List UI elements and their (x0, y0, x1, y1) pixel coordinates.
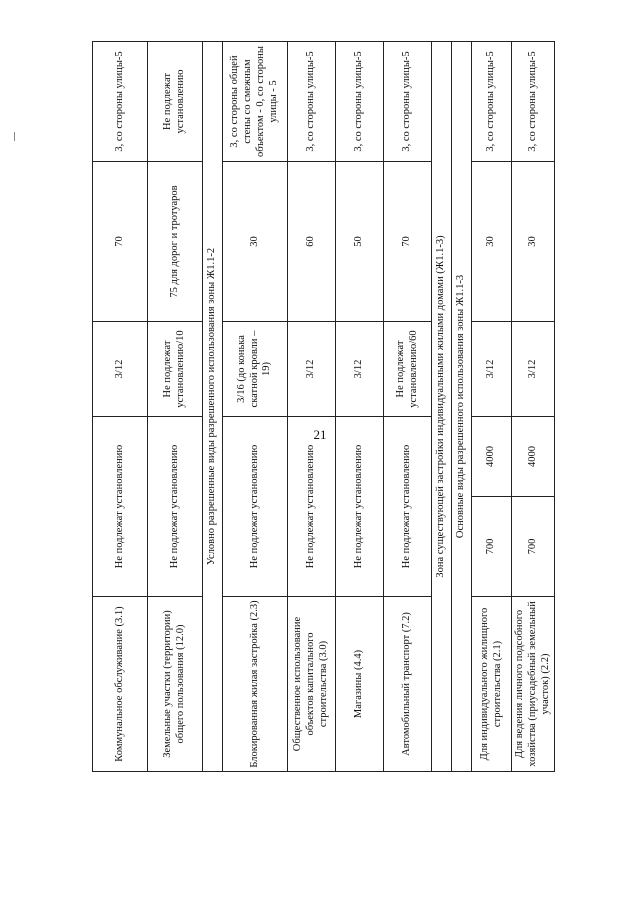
coverage-cell: 30 (472, 162, 512, 322)
section-heading: Условно разрешенные виды разрешенного использования зоны Ж1.1-2 (203, 42, 223, 772)
coverage-cell: 30 (512, 162, 555, 322)
table-body (93, 42, 555, 772)
coverage-cell: 70 (384, 162, 432, 322)
table-row (288, 42, 336, 772)
use-name-cell: Земельные участки (территории) общего пользования (12.0) (148, 597, 203, 772)
use-name-cell: Для индивидуального жилищного строительства (2.1) (472, 597, 512, 772)
min-area-cell: Не подлежат установлению (223, 417, 288, 597)
scan-artifact (14, 132, 15, 141)
setback-cell: 3, со стороны улицы-5 (472, 42, 512, 162)
section-row (203, 42, 223, 772)
table-row (512, 42, 555, 772)
floors-height-cell: 3/12 (288, 322, 336, 417)
coverage-cell: 75 для дорог и тротуаров (148, 162, 203, 322)
min-area-cell: Не подлежат установлению (336, 417, 384, 597)
table-row (93, 42, 148, 772)
coverage-cell: 30 (223, 162, 288, 322)
use-name-cell: Автомобильный транспорт (7.2) (384, 597, 432, 772)
table-row (472, 42, 512, 772)
max-area-cell: 4000 (472, 417, 512, 497)
setback-cell: 3, со стороны улицы-5 (288, 42, 336, 162)
use-name-cell: Магазины (4.4) (336, 597, 384, 772)
setback-cell: 3, со стороны общей стены со смежным объектом - 0, со стороны улицы - 5 (223, 42, 288, 162)
min-area-cell: 700 (472, 497, 512, 597)
setback-cell: 3, со стороны улицы-5 (93, 42, 148, 162)
coverage-cell: 60 (288, 162, 336, 322)
section-row (452, 42, 472, 772)
table-row (336, 42, 384, 772)
use-name-cell: Общественное использование объектов капитального строительства (3.0) (288, 597, 336, 772)
floors-height-cell: 3/12 (336, 322, 384, 417)
section-row (432, 42, 452, 772)
setback-cell: 3, со стороны улицы-5 (384, 42, 432, 162)
floors-height-cell: 3/12 (93, 322, 148, 417)
max-area-cell: 4000 (512, 417, 555, 497)
table-row (384, 42, 432, 772)
coverage-cell: 70 (93, 162, 148, 322)
min-area-cell: Не подлежат установлению (148, 417, 203, 597)
min-area-cell: 700 (512, 497, 555, 597)
min-area-cell: Не подлежат установлению (93, 417, 148, 597)
table-row (148, 42, 203, 772)
setback-cell: 3, со стороны улицы-5 (336, 42, 384, 162)
section-heading: Основные виды разрешенного использования зоны Ж1.1-3 (452, 42, 472, 772)
floors-height-cell: Не подлежат установлению/60 (384, 322, 432, 417)
use-name-cell: Коммунальное обслуживание (3.1) (93, 597, 148, 772)
min-area-cell: Не подлежат установлению (384, 417, 432, 597)
coverage-cell: 50 (336, 162, 384, 322)
section-heading: Зона существующей застройки индивидуальными жилыми домами (Ж1.1-3) (432, 42, 452, 772)
floors-height-cell: Не подлежат установлению/10 (148, 322, 203, 417)
setback-cell: Не подлежат установлению (148, 42, 203, 162)
floors-height-cell: 3/12 (472, 322, 512, 417)
table-row (223, 42, 288, 772)
floors-height-cell: 3/16 (до конька скатной кровли – 19) (223, 322, 288, 417)
rotated-table-wrapper (92, 42, 552, 772)
setback-cell: 3, со стороны улицы-5 (512, 42, 555, 162)
page-number: 21 (313, 427, 327, 442)
floors-height-cell: 3/12 (512, 322, 555, 417)
min-area-cell: Не подлежат установлению (288, 417, 336, 597)
zoning-parameters-table (92, 41, 555, 772)
use-name-cell: Блокированная жилая застройка (2.3) (223, 597, 288, 772)
use-name-cell: Для ведения личного подсобного хозяйства (приусадебный земельный участок) (2.2) (512, 597, 555, 772)
